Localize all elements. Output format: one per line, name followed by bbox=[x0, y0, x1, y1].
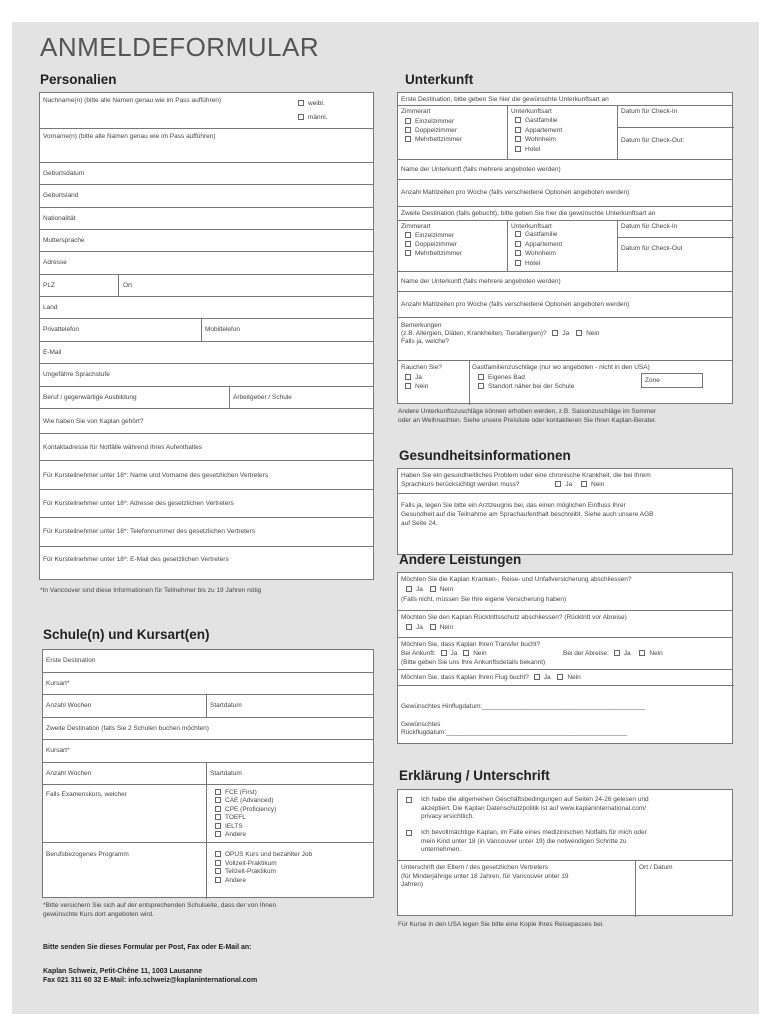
form-title: ANMELDEFORMULAR bbox=[40, 32, 320, 62]
rauchen-row bbox=[398, 361, 732, 405]
female-label: weibl. bbox=[308, 100, 325, 107]
schule-note-line2: gewünschte Kurs dort angeboten wird. bbox=[43, 910, 154, 918]
unterkunft-block1 bbox=[398, 106, 732, 160]
zimmer2-checkbox[interactable] bbox=[405, 232, 411, 238]
beruf-label: Beruf / gegenwärtige Ausbildung bbox=[43, 394, 137, 401]
exam-checkbox[interactable] bbox=[215, 797, 221, 803]
mahlzeiten2-row[interactable] bbox=[398, 292, 732, 318]
ort-label: Ort bbox=[123, 282, 133, 289]
zimmer-checkbox[interactable] bbox=[405, 127, 411, 133]
gesundheit-ja-checkbox[interactable] bbox=[555, 481, 561, 487]
agb-checkbox-wrap[interactable] bbox=[406, 797, 416, 805]
zuschlaege-label: Gastfamilienzuschläge (nur wo angeboten - nicht in den USA) bbox=[472, 364, 650, 371]
bemerkungen-ja-checkbox[interactable] bbox=[552, 330, 558, 336]
schule-startdatum-label: Startdatum bbox=[210, 702, 242, 709]
unterkunftsart2-checkbox[interactable] bbox=[515, 260, 521, 266]
versicherung-nein-checkbox[interactable] bbox=[430, 586, 436, 592]
bemerkungen-nein-checkbox[interactable] bbox=[576, 330, 582, 336]
zone-field[interactable] bbox=[641, 373, 703, 388]
name-unterkunft2-label: Name der Unterkunft (falls mehrere angeboten werden) bbox=[401, 278, 561, 285]
gesundheit-nein-checkbox[interactable] bbox=[581, 481, 587, 487]
telefon-row[interactable] bbox=[40, 319, 373, 342]
zimmer-label: Einzelzimmer bbox=[415, 118, 455, 125]
rauchen-ja-option[interactable] bbox=[405, 374, 422, 382]
rueckflug-field[interactable]: Rückflugdatum:__________________________________________________ bbox=[401, 729, 627, 736]
gesundheit-q1-line2-wrap bbox=[401, 481, 604, 489]
notfall-line3: unternehmen. bbox=[421, 846, 462, 853]
rauchen-nein-label: Nein bbox=[415, 383, 429, 390]
minor-address-row[interactable] bbox=[40, 490, 373, 518]
signature-field[interactable] bbox=[401, 864, 569, 890]
transfer-ankunft bbox=[401, 650, 487, 658]
minor-phone-label: Für Kursteilnehmer unter 18*: Telefonnummer des gesetzlichen Vertreters bbox=[43, 528, 255, 535]
muttersprache-row[interactable] bbox=[40, 230, 373, 252]
zimmer-option[interactable] bbox=[405, 118, 454, 126]
exam-checkbox[interactable] bbox=[215, 823, 221, 829]
unterkunft-note bbox=[398, 408, 657, 425]
female-checkbox[interactable] bbox=[298, 100, 304, 106]
zimmer-label: Mehrbettzimmer bbox=[415, 136, 462, 143]
schule-note-line1: *Bitte versichern Sie sich auf der entsprechenden Schulseite, dass der von Ihnen bbox=[43, 902, 277, 909]
schule-zweite-destination-row[interactable] bbox=[43, 718, 373, 740]
schule-kursart-label: Kursart* bbox=[46, 680, 70, 687]
gender-female-option[interactable] bbox=[298, 100, 325, 108]
berufsprogramm-option[interactable] bbox=[215, 860, 277, 868]
plz-ort-row[interactable] bbox=[40, 275, 373, 297]
notfall-checkbox-wrap[interactable] bbox=[406, 830, 416, 838]
land-row[interactable] bbox=[40, 297, 373, 319]
name-unterkunft-label: Name der Unterkunft (falls mehrere angeboten werden) bbox=[401, 166, 561, 173]
minor-name-row[interactable] bbox=[40, 461, 373, 490]
unterkunftsart-checkbox[interactable] bbox=[515, 117, 521, 123]
berufsprogramm-checkbox[interactable] bbox=[215, 860, 221, 866]
eigenes-bad-checkbox[interactable] bbox=[478, 374, 484, 380]
kontaktadresse-row[interactable] bbox=[40, 434, 373, 461]
ankunft-ja-label: Ja bbox=[450, 650, 458, 657]
gesundheit-ja-label: Ja bbox=[565, 481, 573, 488]
unterkunftsart2-checkbox[interactable] bbox=[515, 250, 521, 256]
versicherung-ja-checkbox[interactable] bbox=[406, 586, 412, 592]
flug-ja-checkbox[interactable] bbox=[534, 674, 540, 680]
kaplan-gehoert-label: Wie haben Sie von Kaplan gehört? bbox=[43, 418, 144, 425]
notfall-text bbox=[421, 829, 647, 855]
block2-divider-b bbox=[617, 221, 618, 272]
exam-option[interactable] bbox=[215, 831, 246, 839]
unterkunftsart2-label: Hotel bbox=[525, 259, 541, 267]
kaplan-address-line1: Kaplan Schweiz, Petit-Chêne 11, 1003 Lausanne bbox=[43, 968, 203, 975]
kaplan-gehoert-row[interactable] bbox=[40, 409, 373, 434]
berufsprogramm-checkbox[interactable] bbox=[215, 868, 221, 874]
bemerkungen-row bbox=[398, 318, 732, 361]
exam-label: CAE (Advanced) bbox=[225, 797, 274, 805]
unterkunftsart-option[interactable] bbox=[515, 117, 558, 125]
block1-divider-a bbox=[507, 106, 508, 160]
gesundheit-q1-row bbox=[398, 469, 732, 494]
exam-label: CPE (Proficiency) bbox=[225, 805, 277, 813]
schule-kursart2-label: Kursart* bbox=[46, 747, 70, 754]
berufsprogramm-label: Andere bbox=[225, 876, 246, 884]
signature-line2: (für Minderjährige unter 18 Jahren, für Vancouver unter 19 bbox=[401, 872, 569, 880]
email-row[interactable] bbox=[40, 342, 373, 364]
flug-question-text: Möchten Sie, dass Kaplan Ihren Flug bucht? bbox=[401, 674, 529, 681]
berufsprogramm-label: Vollzeit-Praktikum bbox=[225, 859, 277, 867]
schule-wochen-row[interactable] bbox=[43, 695, 373, 718]
zimmer2-option[interactable] bbox=[405, 250, 462, 258]
bemerkungen-question bbox=[401, 330, 599, 338]
email-label: E-Mail bbox=[43, 349, 62, 356]
abreise-nein-label: Nein bbox=[649, 650, 663, 657]
geburtsdatum-row[interactable] bbox=[40, 163, 373, 185]
name-unterkunft2-row[interactable] bbox=[398, 272, 732, 292]
agb-line1: Ich habe die allgemeinen Geschäftsbedingungen auf Seiten 24-26 gelesen und bbox=[421, 796, 649, 803]
flug-row bbox=[398, 670, 732, 745]
rauchen-nein-checkbox[interactable] bbox=[405, 383, 411, 389]
flug-divider bbox=[398, 685, 734, 686]
unterkunft-block2 bbox=[398, 221, 732, 272]
minor-address-label: Für Kursteilnehmer unter 18*: Adresse des gesetzlichen Vertreters bbox=[43, 500, 234, 507]
falls-ja-label: Falls ja, welche? bbox=[401, 338, 450, 345]
erklaerung-statements bbox=[398, 790, 732, 861]
zone-label: Zone bbox=[645, 377, 660, 384]
transfer-abreise bbox=[563, 650, 663, 658]
schule-wochen2-label: Anzahl Wochen bbox=[46, 770, 92, 777]
bemerkungen-nein-label: Nein bbox=[586, 330, 600, 337]
schule-wochen-divider bbox=[206, 695, 207, 718]
rauchen-ja-checkbox[interactable] bbox=[405, 374, 411, 380]
schule-wochen2-row[interactable] bbox=[43, 763, 373, 785]
versicherung-note: (Falls nicht, müssen Sie Ihre eigene Versicherung haben) bbox=[401, 596, 567, 603]
unterkunft-erste-header bbox=[398, 93, 732, 106]
rauchen-label: Rauchen Sie? bbox=[401, 364, 442, 371]
berufsprogramm-label: OPUS Kurs und bezahlter Job bbox=[225, 851, 313, 858]
unterkunftsart-label: Appartement bbox=[525, 126, 563, 134]
kontaktadresse-label: Kontaktadresse für Notfälle während Ihres Aufenthaltes bbox=[43, 444, 202, 451]
transfer-ankunft-label: Bei Ankunft: bbox=[401, 650, 436, 657]
berufsprogramm-option[interactable] bbox=[215, 851, 312, 859]
rauchen-ja-label: Ja bbox=[415, 374, 422, 381]
andere-box bbox=[397, 572, 733, 744]
ruecktritt-nein-label: Nein bbox=[439, 624, 454, 631]
versicherung-row bbox=[398, 573, 732, 611]
unterkunftsart2-checkbox[interactable] bbox=[515, 241, 521, 247]
unterkunftsart2-option[interactable] bbox=[515, 250, 556, 258]
ruecktritt-question: Möchten Sie den Kaplan Rücktrittsschutz abschliessen? (Rücktritt vor Abreise) bbox=[401, 614, 627, 621]
standort-option[interactable] bbox=[478, 383, 574, 391]
notfall-line1: Ich bevollmächtige Kaplan, im Falle eines medizinischen Notfalls für mich oder bbox=[421, 829, 647, 836]
mobiltelefon-label: Mobiltelefon bbox=[205, 326, 241, 333]
transfer-question: Möchten Sie, dass Kaplan Ihren Transfer bucht? bbox=[401, 641, 541, 648]
beruf-divider bbox=[229, 387, 230, 409]
gesundheit-box bbox=[397, 468, 733, 555]
schule-wochen-label: Anzahl Wochen bbox=[46, 702, 92, 709]
unterkunftsart-checkbox[interactable] bbox=[515, 146, 521, 152]
gesundheit-nein-label: Nein bbox=[591, 481, 605, 488]
mahlzeiten-row[interactable] bbox=[398, 180, 732, 207]
unterkunft-heading: Unterkunft bbox=[405, 72, 474, 87]
sprachstufe-label: Ungefähre Sprachstufe bbox=[43, 371, 110, 378]
form-sheet bbox=[12, 22, 759, 1014]
exam-checkbox[interactable] bbox=[215, 814, 221, 820]
beruf-row[interactable] bbox=[40, 387, 373, 409]
exam-option[interactable] bbox=[215, 806, 276, 814]
berufsprogramm-label: Berufsbezogenes Programm bbox=[46, 851, 129, 858]
zimmer2-option[interactable] bbox=[405, 241, 457, 249]
adresse-label: Adresse bbox=[43, 259, 67, 266]
standort-label: Standort näher bei der Schule bbox=[488, 383, 575, 390]
zimmer-label: Doppelzimmer bbox=[415, 127, 457, 134]
personalien-heading: Personalien bbox=[40, 72, 117, 87]
exam-label: TOEFL bbox=[225, 814, 246, 822]
schule-wochen2-divider bbox=[206, 763, 207, 785]
plz-label: PLZ bbox=[43, 282, 55, 289]
exam-option[interactable] bbox=[215, 823, 243, 831]
abreise-nein-checkbox[interactable] bbox=[639, 650, 645, 656]
zimmerart2-label: Zimmerart bbox=[401, 223, 431, 230]
zimmer-checkbox[interactable] bbox=[405, 136, 411, 142]
unterkunft-note-line2: oder an Weihnachten. Siehe unsere Preisliste oder kontaktieren Sie Ihren Kaplan-Berater. bbox=[398, 416, 657, 424]
bemerkungen-ja-label: Ja bbox=[562, 330, 570, 337]
schule-erste-destination-label: Erste Destination bbox=[46, 657, 96, 664]
exam-option[interactable] bbox=[215, 797, 273, 805]
exam-option[interactable] bbox=[215, 814, 246, 822]
zimmerart-label: Zimmerart bbox=[401, 108, 431, 115]
agb-text bbox=[421, 796, 649, 822]
gesundheit-q1-line1: Haben Sie ein gesundheitliches Problem oder eine chronische Krankheit, die bei Ihrem bbox=[401, 472, 651, 479]
name-unterkunft-row[interactable] bbox=[398, 160, 732, 180]
hinflug-field[interactable]: Gewünschtes Hinflugdatum:_____________________________________________ bbox=[401, 703, 645, 710]
land-label: Land bbox=[43, 304, 58, 311]
bemerkungen-text: (z.B. Allergien, Diäten, Krankheiten, Tierallergien)? bbox=[401, 330, 547, 337]
mahlzeiten-label: Anzahl Mahlzeiten pro Woche (falls verschiedene Optionen angeboten werden) bbox=[401, 189, 630, 196]
plz-divider bbox=[118, 275, 119, 297]
versicherung-nein-label: Nein bbox=[439, 586, 454, 593]
flug-nein-checkbox[interactable] bbox=[557, 674, 563, 680]
rauchen-nein-option[interactable] bbox=[405, 383, 428, 391]
exam-label: FCE (First) bbox=[225, 789, 257, 796]
ort-datum-field[interactable]: Ort / Datum bbox=[639, 864, 673, 871]
schule-zweite-destination-label: Zweite Destination (falls Sie 2 Schulen buchen möchten) bbox=[46, 725, 209, 732]
unterkunft-erste-label: Erste Destination, bitte geben Sie hier die gewünschte Unterkunftsart an bbox=[401, 96, 609, 103]
unterkunftsart2-label: Unterkunftsart bbox=[511, 223, 552, 230]
gesundheit-q2-line1: Falls ja, legen Sie bitte ein Arztzeugnis bei, das einen möglichen Einfluss Ihrer bbox=[401, 502, 626, 509]
exam-option[interactable] bbox=[215, 789, 257, 797]
standort-checkbox[interactable] bbox=[478, 383, 484, 389]
kaplan-address bbox=[43, 968, 257, 985]
ankunft-nein-label: Nein bbox=[473, 650, 487, 657]
ruecktritt-ja-checkbox[interactable] bbox=[406, 624, 412, 630]
sprachstufe-row[interactable] bbox=[40, 364, 373, 387]
nachname-label: Nachname(n) (bitte alle Namen genau wie im Pass aufführen) bbox=[43, 97, 221, 104]
unterkunftsart2-checkbox[interactable] bbox=[515, 231, 521, 237]
ruecktritt-options bbox=[406, 624, 453, 632]
agb-checkbox[interactable] bbox=[406, 797, 412, 803]
schule-erste-destination-row[interactable] bbox=[43, 650, 373, 673]
block2-divider-a bbox=[507, 221, 508, 272]
eigenes-bad-label: Eigenes Bad bbox=[488, 374, 525, 381]
unterkunft-note-line1: Andere Unterkunftszuschläge können erhoben werden, z.B. Saisonzuschläge im Sommer bbox=[398, 408, 656, 415]
berufsprogramm-option[interactable] bbox=[215, 877, 246, 885]
arbeitgeber-label: Arbeitgeber / Schule bbox=[233, 394, 292, 401]
ruecktritt-ja-label: Ja bbox=[416, 624, 423, 631]
nachname-row[interactable] bbox=[40, 93, 373, 129]
minor-name-label: Für Kursteilnehmer unter 18*: Name und Vorname des gesetzlichen Vertreters bbox=[43, 472, 269, 479]
versicherung-question: Möchten Sie die Kaplan Kranken-, Reise- und Unfallversicherung abschliessen? bbox=[401, 576, 632, 583]
zimmer2-checkbox[interactable] bbox=[405, 250, 411, 256]
unterkunftsart-label: Gastfamilie bbox=[525, 117, 558, 124]
unterkunftsart-checkbox[interactable] bbox=[515, 127, 521, 133]
minor-phone-row[interactable] bbox=[40, 518, 373, 547]
nationalitaet-row[interactable] bbox=[40, 208, 373, 230]
checkout-label[interactable]: Datum für Check-Out: bbox=[621, 137, 685, 144]
notfall-checkbox[interactable] bbox=[406, 830, 412, 836]
exam-checkbox[interactable] bbox=[215, 831, 221, 837]
transfer-row bbox=[398, 638, 732, 670]
zimmer2-label: Einzelzimmer bbox=[415, 232, 455, 239]
flug-question bbox=[401, 674, 581, 682]
signature-line1: Unterschrift der Eltern / des gesetzlichen Vertreters bbox=[401, 864, 549, 871]
zimmer2-label: Doppelzimmer bbox=[415, 241, 457, 249]
zimmer2-label: Mehrbettzimmer bbox=[415, 250, 462, 258]
unterkunftsart-option[interactable] bbox=[515, 136, 556, 144]
unterkunftsart2-option[interactable] bbox=[515, 260, 540, 268]
unterkunftsart2-option[interactable] bbox=[515, 231, 558, 239]
ruecktritt-nein-checkbox[interactable] bbox=[430, 624, 436, 630]
exam-checkbox[interactable] bbox=[215, 806, 221, 812]
schule-kursart2-row[interactable] bbox=[43, 740, 373, 763]
beruf-prog-divider bbox=[206, 843, 207, 899]
agb-line3: privacy ersichtlich. bbox=[421, 813, 475, 820]
exam-label: IELTS bbox=[225, 822, 243, 830]
signature-divider bbox=[635, 861, 636, 917]
adresse-row[interactable] bbox=[40, 252, 373, 275]
berufsprogramm-checkbox[interactable] bbox=[215, 851, 221, 857]
zimmer2-checkbox[interactable] bbox=[405, 241, 411, 247]
berufsprogramm-option[interactable] bbox=[215, 868, 276, 876]
block1-divider-b bbox=[617, 106, 618, 160]
signature-row bbox=[398, 861, 732, 917]
unterkunftsart-option[interactable] bbox=[515, 146, 540, 154]
vorname-row[interactable] bbox=[40, 129, 373, 163]
schule-kursart-row[interactable] bbox=[43, 673, 373, 695]
muttersprache-label: Muttersprache bbox=[43, 237, 85, 244]
unterkunftsart2-label: Wohnheim bbox=[525, 250, 556, 258]
versicherung-ja-label: Ja bbox=[416, 586, 423, 593]
schule-heading: Schule(n) und Kursart(en) bbox=[43, 627, 210, 642]
exam-label: Andere bbox=[225, 831, 246, 838]
transfer-abreise-label: Bei der Abreise: bbox=[563, 650, 609, 657]
geburtsland-row[interactable] bbox=[40, 185, 373, 208]
berufsprogramm-label: Teilzeit-Praktikum bbox=[225, 868, 276, 876]
personalien-box bbox=[39, 92, 374, 580]
abreise-ja-label: Ja bbox=[623, 650, 631, 657]
zimmer-option[interactable] bbox=[405, 136, 462, 144]
telefon-divider bbox=[201, 319, 202, 342]
minor-email-row[interactable] bbox=[40, 547, 373, 581]
versicherung-options bbox=[406, 586, 453, 594]
notfall-line2: mein Kind unter 18 (in Vancouver unter 19) die notwendigen Schritte zu bbox=[421, 837, 627, 845]
flug-nein-label: Nein bbox=[567, 674, 581, 681]
andere-heading: Andere Leistungen bbox=[399, 552, 522, 567]
minor-email-label: Für Kursteilnehmer unter 18*: E-Mail des gesetzlichen Vertreters bbox=[43, 556, 229, 563]
checkout2-label[interactable]: Datum für Check-Out bbox=[621, 245, 683, 252]
kaplan-address-line2: Fax 021 311 60 32 E-Mail: info.schweiz@kaplaninternational.com bbox=[43, 976, 258, 984]
gesundheit-q2-row[interactable] bbox=[398, 494, 732, 556]
geburtsdatum-label: Geburtsdatum bbox=[43, 170, 85, 177]
eigenes-bad-option[interactable] bbox=[478, 374, 525, 382]
vorname-label: Vorname(n) (bitte alle Namen genau wie im Pass aufführen) bbox=[43, 133, 216, 140]
abreise-ja-checkbox[interactable] bbox=[614, 650, 620, 656]
unterkunftsart2-label: Gastfamilie bbox=[525, 231, 558, 238]
usa-note: Für Kurse in den USA legen Sie bitte eine Kopie Ihres Reisepasses bei. bbox=[398, 921, 604, 928]
personalien-footnote: *In Vancouver sind diese Informationen für Teilnehmer bis zu 19 Jahren nötig bbox=[40, 587, 262, 594]
unterkunftsart-label: Hotel bbox=[525, 145, 541, 153]
unterkunftsart-label: Wohnheim bbox=[525, 136, 556, 144]
unterkunft-zweite-label: Zweite Destination (falls gebucht), bitte geben Sie hier die gewünschte Unterkunftsart an bbox=[401, 210, 656, 217]
nationalitaet-label: Nationalität bbox=[43, 215, 76, 222]
privattelefon-label: Privattelefon bbox=[43, 326, 80, 333]
schule-beruf-row bbox=[43, 843, 373, 899]
zimmer-option[interactable] bbox=[405, 127, 457, 135]
schule-startdatum2-label: Startdatum bbox=[210, 770, 242, 777]
agb-line2: akzeptiert. Die Kaplan Datenschutzpolitik ist auf www.kaplaninternational.com/ bbox=[421, 804, 647, 812]
gesundheit-heading: Gesundheitsinformationen bbox=[399, 448, 571, 463]
bemerkungen-label: Bemerkungen bbox=[401, 322, 442, 329]
rueckflug-label: Gewünschtes bbox=[401, 721, 441, 728]
checkin2-divider bbox=[617, 237, 734, 238]
send-heading: Bitte senden Sie dieses Formular per Post, Fax oder E-Mail an: bbox=[43, 944, 252, 951]
ruecktritt-row bbox=[398, 611, 732, 638]
ankunft-nein-checkbox[interactable] bbox=[463, 650, 469, 656]
unterkunftsart2-label: Appartement bbox=[525, 240, 563, 248]
erklaerung-box bbox=[397, 789, 733, 916]
schule-box bbox=[42, 649, 374, 898]
zimmer-checkbox[interactable] bbox=[405, 118, 411, 124]
schule-examen-row bbox=[43, 785, 373, 843]
gender-male-option[interactable] bbox=[298, 114, 328, 122]
geburtsland-label: Geburtsland bbox=[43, 192, 79, 199]
examen-divider bbox=[206, 785, 207, 843]
checkin2-label[interactable]: Datum für Check-In bbox=[621, 223, 678, 230]
berufsprogramm-checkbox[interactable] bbox=[215, 877, 221, 883]
gesundheit-q1-line2: Sprachkurs berücksichtigt werden muss? bbox=[401, 481, 520, 488]
unterkunftsart-checkbox[interactable] bbox=[515, 136, 521, 142]
flug-ja-label: Ja bbox=[543, 674, 551, 681]
male-label: männl. bbox=[308, 114, 328, 121]
checkin-divider bbox=[617, 127, 734, 128]
checkin-label[interactable]: Datum für Check-In bbox=[621, 108, 678, 115]
erklaerung-heading: Erklärung / Unterschrift bbox=[399, 768, 550, 783]
examenskurs-label: Falls Examenskurs, welcher bbox=[46, 791, 127, 798]
transfer-note: (Bitte geben Sie uns Ihre Ankunftsdetails bekannt) bbox=[401, 659, 546, 666]
unterkunft-box bbox=[397, 92, 733, 404]
ankunft-ja-checkbox[interactable] bbox=[441, 650, 447, 656]
mahlzeiten2-label: Anzahl Mahlzeiten pro Woche (falls verschiedene Optionen angeboten werden) bbox=[401, 301, 630, 308]
unterkunftsart-option[interactable] bbox=[515, 127, 562, 135]
zimmer2-option[interactable] bbox=[405, 232, 454, 240]
signature-line3: Jahren) bbox=[401, 881, 424, 888]
unterkunftsart-label: Unterkunftsart bbox=[511, 108, 552, 115]
male-checkbox[interactable] bbox=[298, 114, 304, 120]
gesundheit-q2-line2: Gesundheit auf die Teilnahme am Sprachaufenthalt beschreibt. Siehe auch unsere AGB bbox=[401, 511, 654, 518]
rauchen-divider bbox=[469, 361, 470, 405]
unterkunft-zweite-header bbox=[398, 207, 732, 221]
unterkunftsart2-option[interactable] bbox=[515, 241, 562, 249]
schule-note bbox=[43, 902, 276, 919]
exam-checkbox[interactable] bbox=[215, 789, 221, 795]
gesundheit-q2-line3: auf Seite 24. bbox=[401, 520, 438, 527]
